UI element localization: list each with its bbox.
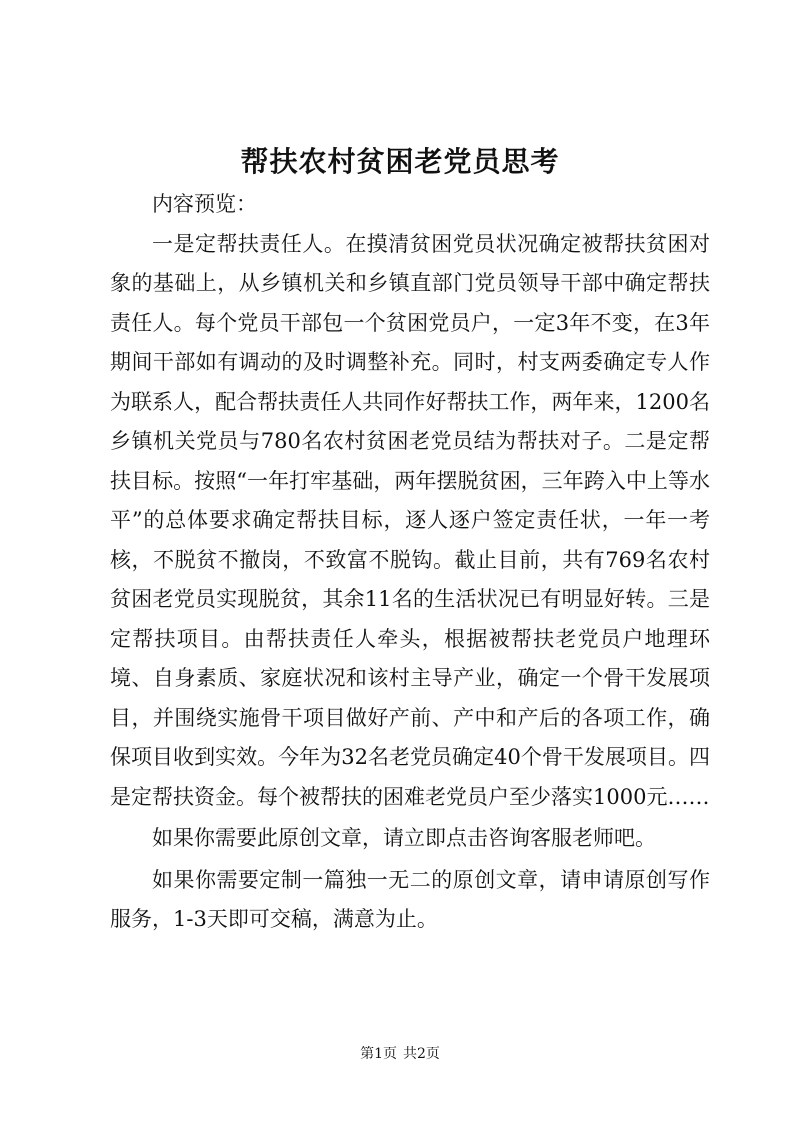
service-paragraph-custom: 如果你需要定制一篇独一无二的原创文章，请申请原创写作服务，1-3天即可交稿，满意为止。: [110, 867, 710, 931]
page-number-total: 共2页: [403, 1046, 440, 1062]
page-number-current: 第1页: [360, 1046, 397, 1062]
body-paragraph: 一是定帮扶责任人。在摸清贫困党员状况确定被帮扶贫困对象的基础上，从乡镇机关和乡镇直部门党员领导干部中确定帮扶责任人。每个党员干部包一个贫困党员户，一定3年不变，在3年期间干部如有调动的及时调整补充。同时，村支两委确定专人作为联系人，配合帮扶责任人共同作好帮扶工作，两年来，1200名乡镇机关党员与780名农村贫困老党员结为帮扶对子。二是定帮扶目标。按照“一年打牢基础，两年摆脱贫困，三年跨入中上等水平”的总体要求确定帮扶目标，逐人逐户签定责任状，一年一考核，不脱贫不撤岗，不致富不脱钩。截止目前，共有769名农村贫困老党员实现脱贫，其余11名的生活状况已有明显好转。三是定帮扶项目。由帮扶责任人牵头，根据被帮扶老党员户地理环境、自身素质、家庭状况和该村主导产业，确定一个骨干发展项目，并围绕实施骨干项目做好产前、产中和产后的各项工作，确保项目收到实效。今年为32名老党员确定40个骨干发展项目。四是定帮扶资金。每个被帮扶的困难老党员户至少落实1000元……: [110, 231, 710, 809]
document-title: 帮扶农村贫困老党员思考: [240, 145, 560, 178]
document-content: [110, 185, 710, 940]
page-footer: [0, 1044, 800, 1064]
preview-label: 内容预览：: [152, 192, 257, 216]
service-paragraph-consult: 如果你需要此原创文章，请立即点击咨询客服老师吧。: [152, 826, 656, 850]
